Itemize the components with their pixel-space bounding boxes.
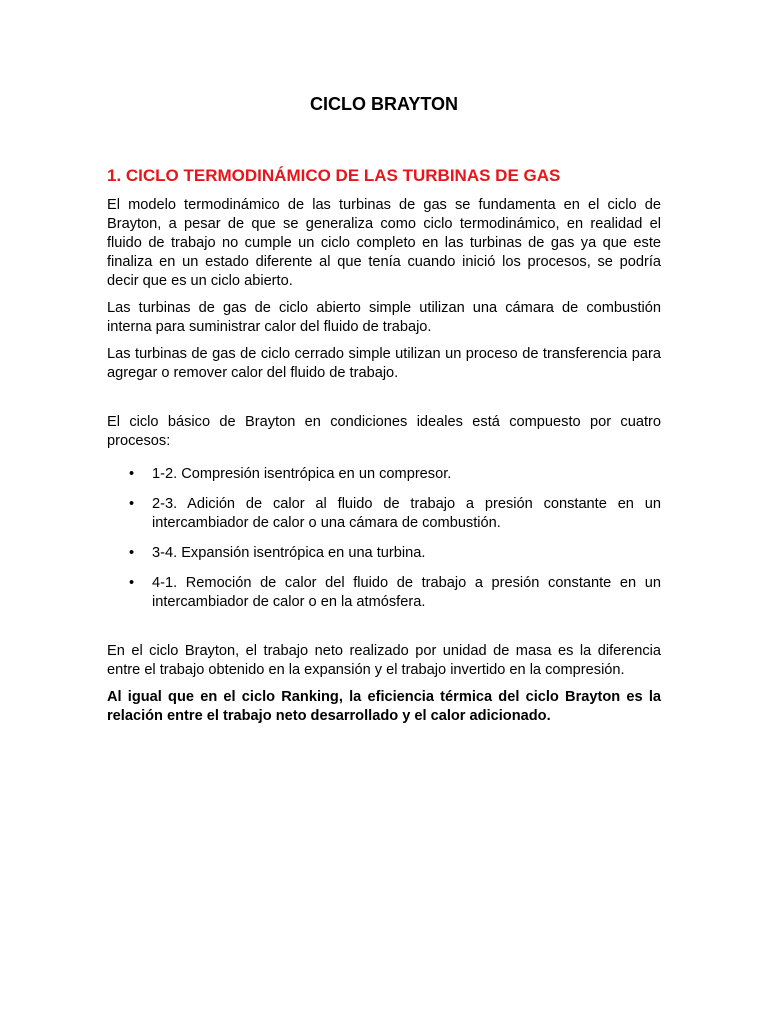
list-item xyxy=(107,544,661,563)
process-text: 1-2. Compresión isentrópica en un compresor. xyxy=(152,466,452,482)
paragraph-closed-cycle: Las turbinas de gas de ciclo cerrado simple utilizan un proceso de transferencia para agregar o remover calor del fluido de trabajo. xyxy=(107,346,661,381)
bullet-icon: • xyxy=(129,466,135,482)
document-body xyxy=(107,165,661,734)
bullet-icon: • xyxy=(129,496,135,512)
process-text: 4-1. Remoción de calor del fluido de trabajo a presión constante en un intercambiador de calor o en la atmósfera. xyxy=(152,575,661,610)
process-list xyxy=(107,465,661,612)
process-text: 3-4. Expansión isentrópica en una turbina. xyxy=(152,545,426,561)
list-item xyxy=(107,574,661,612)
section-heading: 1. CICLO TERMODINÁMICO DE LAS TURBINAS DE GAS xyxy=(107,166,561,185)
process-text: 2-3. Adición de calor al fluido de trabajo a presión constante en un intercambiador de calor o una cámara de combustión. xyxy=(152,496,661,531)
bullet-icon: • xyxy=(129,545,135,561)
document-title: CICLO BRAYTON xyxy=(309,94,459,114)
paragraph-brayton-model: El modelo termodinámico de las turbinas de gas se fundamenta en el ciclo de Brayton, a pesar de que se generaliza como ciclo termodinámico, en realidad el fluido de trabajo no cumple un ciclo completo en las turbinas de gas ya que este finaliza en un estado diferente al que tenía cuando inició los procesos, se podría decir que es un ciclo abierto. xyxy=(107,197,661,289)
paragraph-open-cycle: Las turbinas de gas de ciclo abierto simple utilizan una cámara de combustión interna para suministrar calor del fluido de trabajo. xyxy=(107,300,661,335)
paragraph-basic-cycle: El ciclo básico de Brayton en condiciones ideales está compuesto por cuatro procesos: xyxy=(107,414,661,449)
bullet-icon: • xyxy=(129,575,135,591)
list-item xyxy=(107,495,661,533)
list-item xyxy=(107,465,661,484)
paragraph-net-work: En el ciclo Brayton, el trabajo neto realizado por unidad de masa es la diferencia entre el trabajo obtenido en la expansión y el trabajo invertido en la compresión. xyxy=(107,643,661,678)
paragraph-efficiency: Al igual que en el ciclo Ranking, la eficiencia térmica del ciclo Brayton es la relación entre el trabajo neto desarrollado y el calor adicionado. xyxy=(107,689,661,724)
